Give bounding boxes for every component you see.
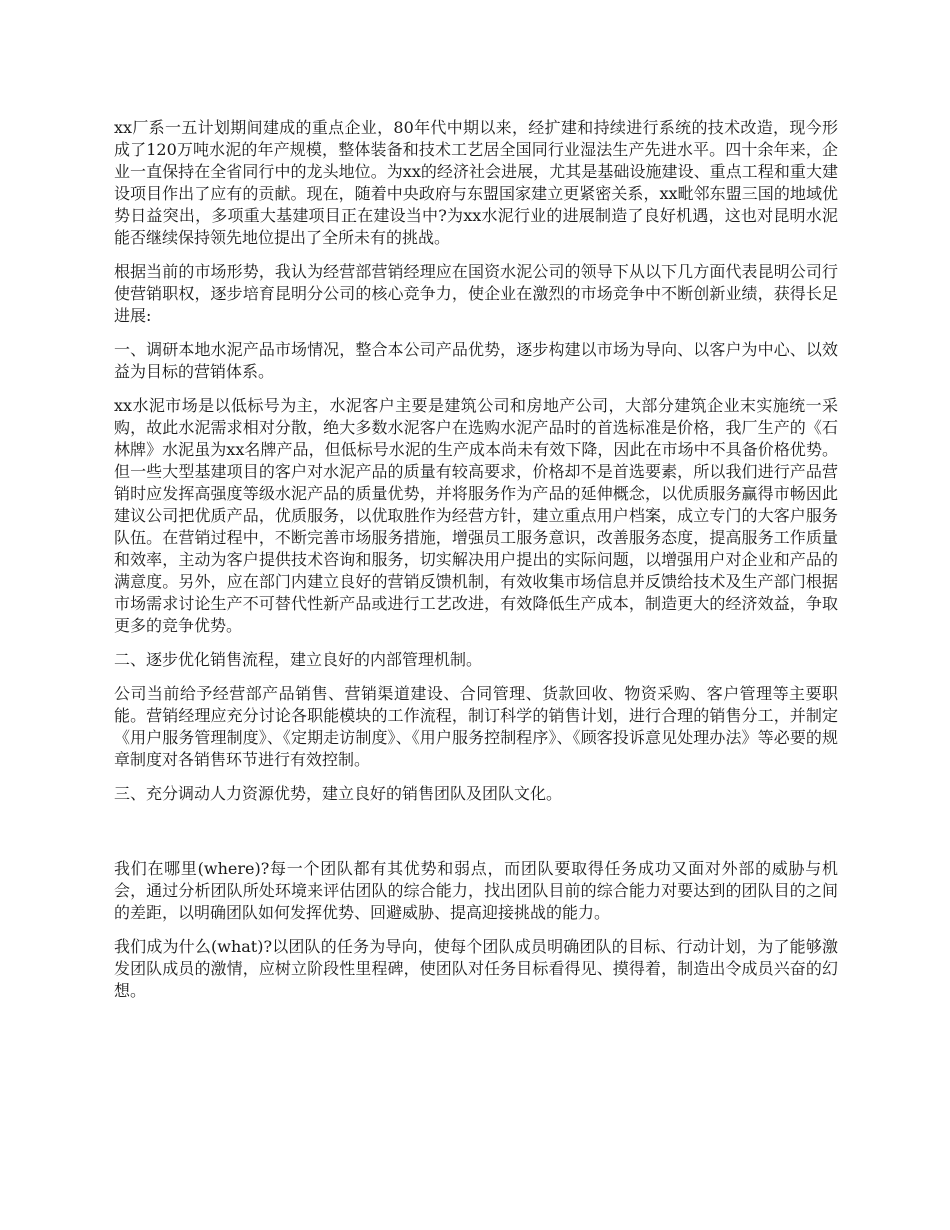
section-spacer	[114, 817, 838, 858]
document-body	[114, 117, 838, 1014]
paragraph-point-three-heading: 三、充分调动人力资源优势，建立良好的销售团队及团队文化。	[114, 784, 563, 803]
paragraph-point-one-heading: 一、调研本地水泥产品市场情况，整合本公司产品优势，逐步构建以市场为导向、以客户为中心、以效益为目标的营销体系。	[114, 340, 838, 381]
paragraph-what: 我们成为什么(what)?以团队的任务为导向，使每个团队成员明确团队的目标、行动计划，为了能够激发团队成员的激情，应树立阶段性里程碑，使团队对任务目标看得见、摸得着，制造出令成员兴奋的幻想。	[114, 937, 838, 1000]
paragraph-point-two-heading: 二、逐步优化销售流程，建立良好的内部管理机制。	[114, 650, 483, 669]
paragraph-market-situation: 根据当前的市场形势，我认为经营部营销经理应在国资水泥公司的领导下从以下几方面代表昆明公司行使营销职权，逐步培育昆明分公司的核心竞争力，使企业在激烈的市场竞争中不断创新业绩，获得长足进展:	[114, 262, 838, 325]
paragraph-cement-market: xx水泥市场是以低标号为主，水泥客户主要是建筑公司和房地产公司，大部分建筑企业末实施统一采购，故此水泥需求相对分散，绝大多数水泥客户在选购水泥产品时的首选标准是价格，我厂生产的《石林牌》水泥虽为xx名牌产品，但低标号水泥的生产成本尚未有效下降，因此在市场中不具备价格优势。但一些大型基建项目的客户对水泥产品的质量有较高要求，价格却不是首选要素，所以我们进行产品营销时应发挥高强度等级水泥产品的质量优势，并将服务作为产品的延伸概念，以优质服务赢得市畅因此建议公司把优质产品，优质服务，以优取胜作为经营方针，建立重点用户档案，成立专门的大客户服务队伍。在营销过程中，不断完善市场服务措施，增强员工服务意识，改善服务态度，提高服务工作质量和效率，主动为客户提供技术咨询和服务，切实解决用户提出的实际问题，以增强用户对企业和产品的满意度。另外，应在部门内建立良好的营销反馈机制，有效收集市场信息并反馈给技术及生产部门根据市场需求讨论生产不可替代性新产品或进行工艺改进，有效降低生产成本，制造更大的经济效益，争取更多的竞争优势。	[114, 396, 838, 635]
paragraph-sales-functions: 公司当前给予经营部产品销售、营销渠道建设、合同管理、货款回收、物资采购、客户管理等主要职能。营销经理应充分讨论各职能模块的工作流程，制订科学的销售计划，进行合理的销售分工，并制定《用户服务管理制度》、《定期走访制度》、《用户服务控制程序》、《顾客投诉意见处理办法》等必要的规章制度对各销售环节进行有效控制。	[114, 684, 838, 769]
paragraph-where: 我们在哪里(where)?每一个团队都有其优势和弱点，而团队要取得任务成功又面对外部的威胁与机会，通过分析团队所处环境来评估团队的综合能力，找出团队目前的综合能力对要达到的团队目的之间的差距，以明确团队如何发挥优势、回避威胁、提高迎接挑战的能力。	[114, 859, 838, 922]
paragraph-company-history: xx厂系一五计划期间建成的重点企业，80年代中期以来，经扩建和持续进行系统的技术改造，现今形成了120万吨水泥的年产规模，整体装备和技术工艺居全国同行业湿法生产先进水平。四十余年来，企业一直保持在全省同行中的龙头地位。为xx的经济社会进展，尤其是基础设施建设、重点工程和重大建设项目作出了应有的贡献。现在，随着中央政府与东盟国家建立更紧密关系，xx毗邻东盟三国的地域优势日益突出，多项重大基建项目正在建设当中?为xx水泥行业的进展制造了良好机遇，这也对昆明水泥能否继续保持领先地位提出了全所未有的挑战。	[114, 118, 838, 247]
